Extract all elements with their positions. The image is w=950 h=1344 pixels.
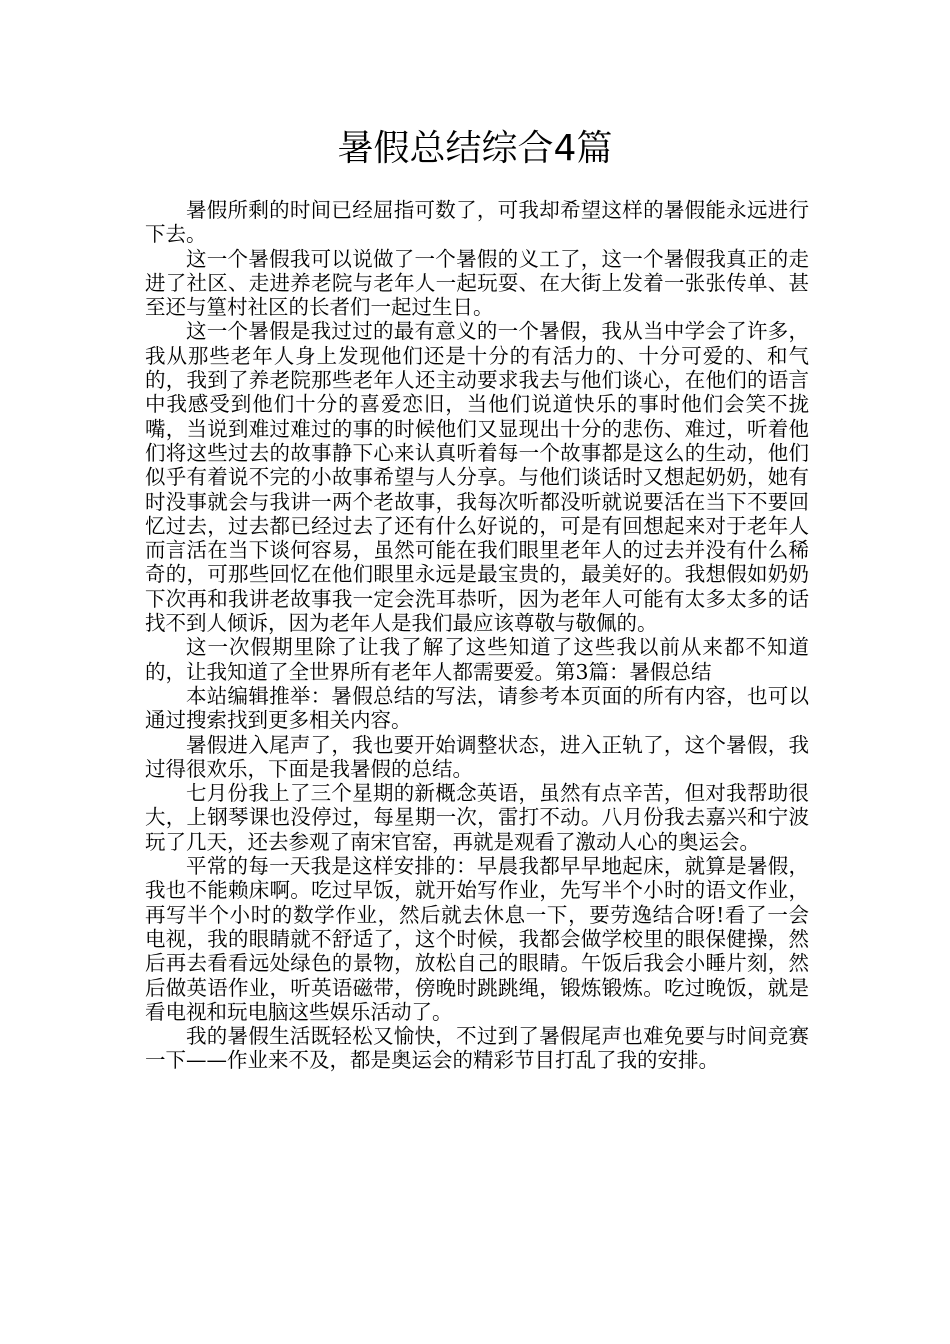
paragraph: 这一个暑假是我过过的最有意义的一个暑假，我从当中学会了许多，我从那些老年人身上发现他们还是十分的有活力的、十分可爱的、和气的，我到了养老院那些老年人还主动要求我去与他们谈心，在他们的语言中我感受到他们十分的喜爱恋旧，当他们说道快乐的事时他们会笑不拢嘴，当说到难过难过的事的时候他们又显现出十分的悲伤、难过，听着他们将这些过去的故事静下心来认真听着每一个故事都是这么的生动，他们似乎有着说不完的小故事希望与人分享。与他们谈话时又想起奶奶，她有时没事就会与我讲一两个老故事，我每次听都没听就说要活在当下不要回忆过去，过去都已经过去了还有什么好说的，可是有回想起来对于老年人而言活在当下谈何容易，虽然可能在我们眼里老年人的过去并没有什么稀奇的，可那些回忆在他们眼里永远是最宝贵的，最美好的。我想假如奶奶下次再和我讲老故事我一定会洗耳恭听，因为老年人可能有太多太多的话找不到人倾诉，因为老年人是我们最应该尊敬与敬佩的。	[145, 319, 809, 636]
paragraph: 七月份我上了三个星期的新概念英语，虽然有点辛苦，但对我帮助很大，上钢琴课也没停过，每星期一次，雷打不动。八月份我去嘉兴和宁波玩了几天，还去参观了南宋官窑，再就是观看了激动人心的奥运会。	[145, 781, 809, 854]
paragraph: 这一次假期里除了让我了解了这些知道了这些我以前从来都不知道的，让我知道了全世界所有老年人都需要爱。第3篇：暑假总结	[145, 635, 809, 684]
document-body	[145, 198, 809, 1073]
paragraph: 我的暑假生活既轻松又愉快，不过到了暑假尾声也难免要与时间竞赛一下——作业来不及，都是奥运会的精彩节目打乱了我的安排。	[145, 1024, 809, 1073]
paragraph: 暑假进入尾声了，我也要开始调整状态，进入正轨了，这个暑假，我过得很欢乐，下面是我暑假的总结。	[145, 732, 809, 781]
document-title: 暑假总结综合4篇	[337, 128, 613, 169]
paragraph: 暑假所剩的时间已经屈指可数了，可我却希望这样的暑假能永远进行下去。	[145, 198, 809, 247]
paragraph: 平常的每一天我是这样安排的：早晨我都早早地起床，就算是暑假，我也不能赖床啊。吃过早饭，就开始写作业，先写半个小时的语文作业，再写半个小时的数学作业，然后就去休息一下，要劳逸结合呀!看了一会电视，我的眼睛就不舒适了，这个时候，我都会做学校里的眼保健操，然后再去看看远处绿色的景物，放松自己的眼睛。午饭后我会小睡片刻，然后做英语作业，听英语磁带，傍晚时跳跳绳，锻炼锻炼。吃过晚饭，就是看电视和玩电脑这些娱乐活动了。	[145, 854, 809, 1024]
paragraph: 这一个暑假我可以说做了一个暑假的义工了，这一个暑假我真正的走进了社区、走进养老院与老年人一起玩耍、在大街上发着一张张传单、甚至还与篁村社区的长者们一起过生日。	[145, 246, 809, 320]
paragraph: 本站编辑推举：暑假总结的写法，请参考本页面的所有内容，也可以通过搜索找到更多相关内容。	[145, 683, 809, 733]
